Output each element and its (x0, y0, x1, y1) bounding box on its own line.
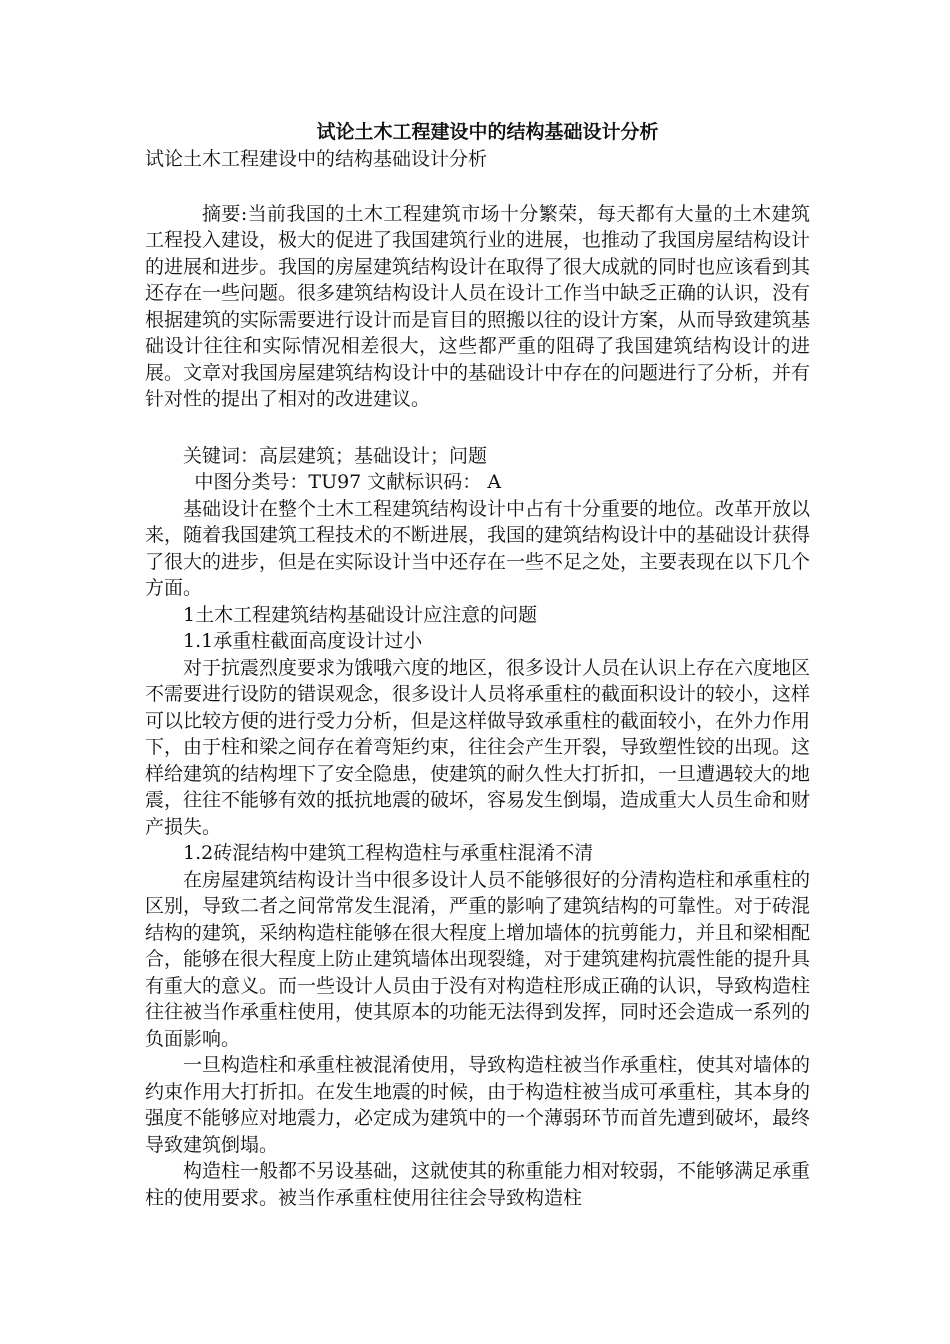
intro-paragraph: 基础设计在整个土木工程建筑结构设计中占有十分重要的地位。改革开放以来，随着我国建筑工程技术的不断进展，我国的建筑结构设计中的基础设计获得了很大的进步，但是在实际设计当中还存在一些不足之处，主要表现在以下几个方面。 (145, 497, 811, 599)
classification-line: 中图分类号：TU97 文献标识码： A (194, 471, 502, 493)
document-title: 试论土木工程建设中的结构基础设计分析 (316, 121, 659, 143)
document-body (145, 118, 810, 1211)
section-heading-1: 1土木工程建筑结构基础设计应注意的问题 (183, 603, 538, 626)
section-heading-1-1: 1.1承重柱截面高度设计过小 (183, 630, 423, 652)
paragraph-1-2-b: 一旦构造柱和承重柱被混淆使用，导致构造柱被当作承重柱，使其对墙体的约束作用大打折扣。在发生地震的时候，由于构造柱被当成可承重柱，其本身的强度不能够应对地震力，必定成为建筑中的一个薄弱环节而首先遭到破坏，最终导致建筑倒塌。 (145, 1054, 811, 1156)
paragraph-1-2-c: 构造柱一般都不另设基础，这就使其的称重能力相对较弱，不能够满足承重柱的使用要求。被当作承重柱使用往往会导致构造柱 (145, 1160, 811, 1209)
section-heading-1-2: 1.2砖混结构中建筑工程构造柱与承重柱混淆不清 (183, 842, 594, 864)
paragraph-1-2-a: 在房屋建筑结构设计当中很多设计人员不能够很好的分清构造柱和承重柱的区别，导致二者之间常常发生混淆，严重的影响了建筑结构的可靠性。对于砖混结构的建筑，采纳构造柱能够在很大程度上增加墙体的抗剪能力，并且和梁相配合，能够在很大程度上防止建筑墙体出现裂缝，对于建筑建构抗震性能的提升具有重大的意义。而一些设计人员由于没有对构造柱形成正确的认识，导致构造柱往往被当作承重柱使用，使其原本的功能无法得到发挥，同时还会造成一系列的负面影响。 (145, 868, 811, 1050)
paragraph-1-1: 对于抗震烈度要求为饿哦六度的地区，很多设计人员在认识上存在六度地区不需要进行设防的错误观念，很多设计人员将承重柱的截面积设计的较小，这样可以比较方便的进行受力分析，但是这样做导致承重柱的截面较小，在外力作用下，由于柱和梁之间存在着弯矩约束，往往会产生开裂，导致塑性铰的出现。这样给建筑的结构埋下了安全隐患，使建筑的耐久性大打折扣，一旦遭遇较大的地震，往往不能够有效的抵抗地震的破坏，容易发生倒塌，造成重大人员生命和财产损失。 (145, 656, 811, 838)
document-subtitle: 试论土木工程建设中的结构基础设计分析 (145, 148, 488, 170)
keywords-line: 关键词：高层建筑；基础设计；问题 (183, 444, 488, 467)
abstract-paragraph: 摘要:当前我国的土木工程建筑市场十分繁荣，每天都有大量的土木建筑工程投入建设，极大的促进了我国建筑行业的进展，也推动了我国房屋结构设计的进展和进步。我国的房屋建筑结构设计在取得了很大成就的同时也应该看到其还存在一些问题。很多建筑结构设计人员在设计工作当中缺乏正确的认识，没有根据建筑的实际需要进行设计而是盲目的照搬以往的设计方案，从而导致建筑基础设计往往和实际情况相差很大，这些都严重的阻碍了我国建筑结构设计的进展。文章对我国房屋建筑结构设计中的基础设计中存在的问题进行了分析，并有针对性的提出了相对的改进建议。 (145, 202, 811, 410)
